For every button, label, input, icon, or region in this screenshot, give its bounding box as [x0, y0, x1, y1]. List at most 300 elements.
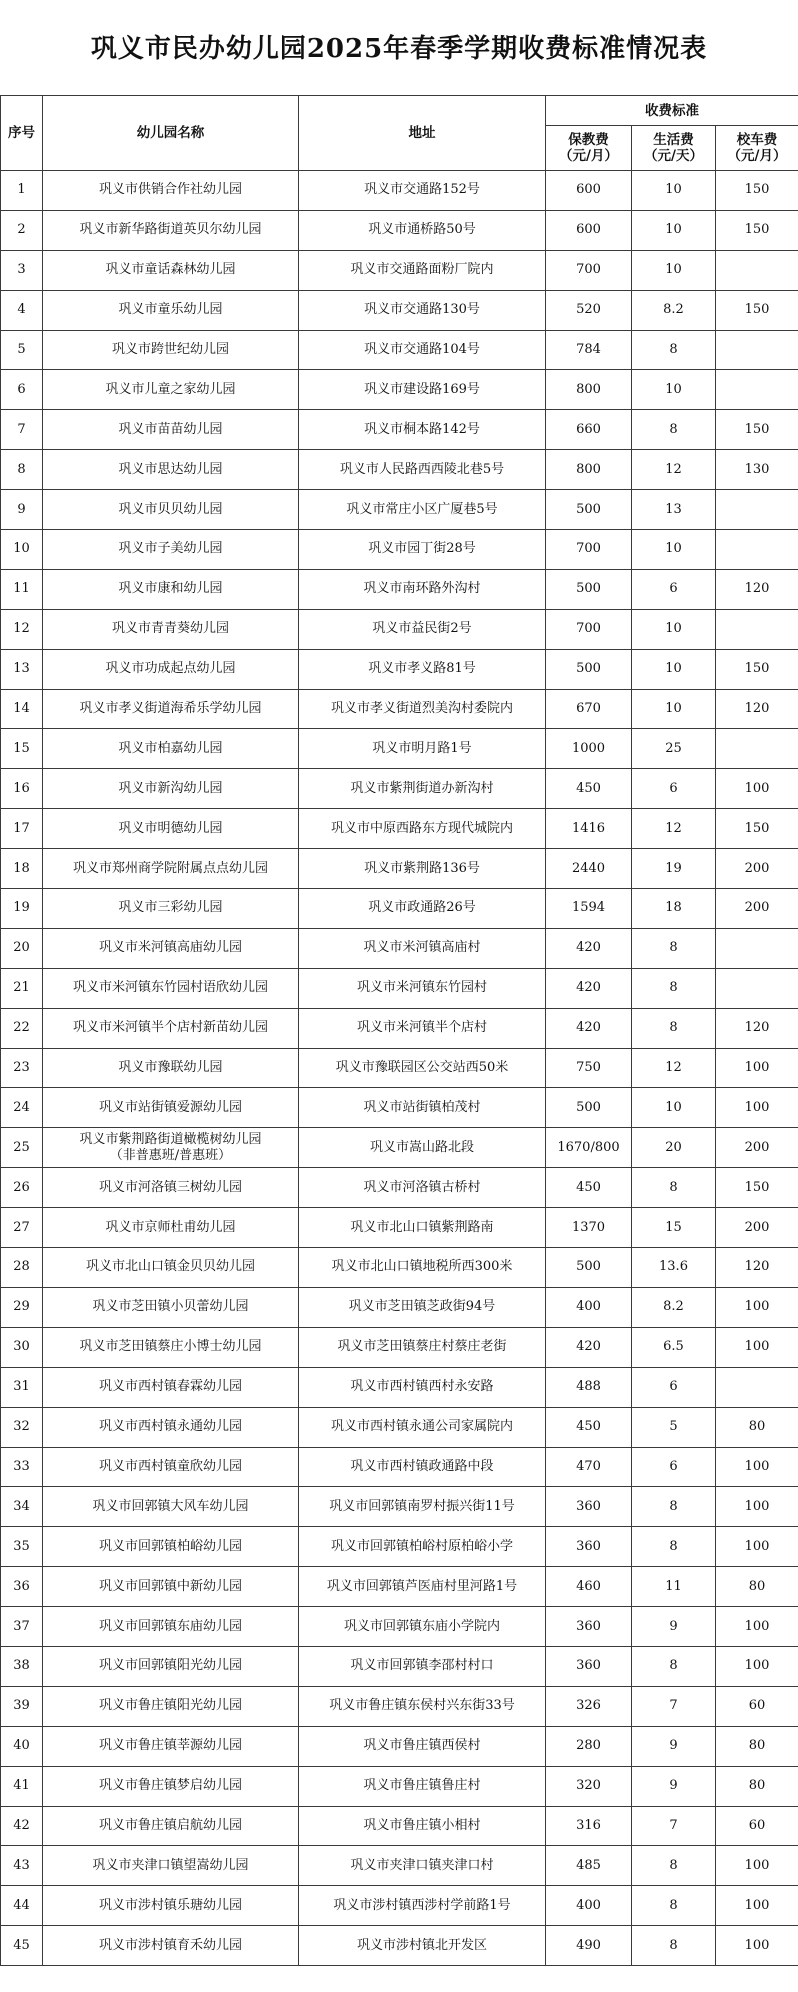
cell-no: 35	[1, 1527, 43, 1567]
cell-bus-fee: 100	[716, 1926, 798, 1966]
cell-tuition-fee: 500	[546, 649, 632, 689]
cell-address: 巩义市米河镇半个店村	[299, 1008, 546, 1048]
cell-bus-fee	[716, 370, 798, 410]
cell-no: 32	[1, 1407, 43, 1447]
table-row	[1, 928, 798, 968]
cell-bus-fee	[716, 330, 798, 370]
cell-address: 巩义市益民街2号	[299, 609, 546, 649]
cell-bus-fee: 100	[716, 1886, 798, 1926]
cell-tuition-fee: 2440	[546, 849, 632, 889]
cell-bus-fee	[716, 928, 798, 968]
table-row	[1, 649, 798, 689]
cell-living-fee: 20	[632, 1128, 716, 1168]
cell-living-fee: 5	[632, 1407, 716, 1447]
cell-name: 巩义市芝田镇蔡庄小博士幼儿园	[43, 1327, 299, 1367]
cell-address: 巩义市政通路26号	[299, 889, 546, 929]
cell-name: 巩义市童乐幼儿园	[43, 290, 299, 330]
header-living-unit: （元/天）	[644, 148, 703, 164]
cell-no: 42	[1, 1806, 43, 1846]
cell-name: 巩义市涉村镇乐瑭幼儿园	[43, 1886, 299, 1926]
table-row	[1, 1447, 798, 1487]
cell-name: 巩义市贝贝幼儿园	[43, 490, 299, 530]
cell-tuition-fee: 600	[546, 171, 632, 211]
cell-tuition-fee: 520	[546, 290, 632, 330]
cell-name: 巩义市柏嘉幼儿园	[43, 729, 299, 769]
cell-name: 巩义市明德幼儿园	[43, 809, 299, 849]
cell-tuition-fee: 485	[546, 1846, 632, 1886]
cell-tuition-fee: 670	[546, 689, 632, 729]
cell-no: 2	[1, 210, 43, 250]
cell-address: 巩义市园丁街28号	[299, 530, 546, 570]
cell-name: 巩义市芝田镇小贝蕾幼儿园	[43, 1287, 299, 1327]
cell-address: 巩义市北山口镇紫荆路南	[299, 1208, 546, 1248]
table-row	[1, 1646, 798, 1686]
cell-tuition-fee: 360	[546, 1527, 632, 1567]
table-row	[1, 609, 798, 649]
cell-bus-fee: 100	[716, 1846, 798, 1886]
cell-name: 巩义市供销合作社幼儿园	[43, 171, 299, 211]
cell-living-fee: 6.5	[632, 1327, 716, 1367]
cell-name: 巩义市郑州商学院附属点点幼儿园	[43, 849, 299, 889]
cell-no: 22	[1, 1008, 43, 1048]
cell-tuition-fee: 470	[546, 1447, 632, 1487]
cell-no: 7	[1, 410, 43, 450]
cell-bus-fee: 100	[716, 1646, 798, 1686]
cell-living-fee: 8	[632, 1926, 716, 1966]
cell-tuition-fee: 500	[546, 1248, 632, 1288]
cell-living-fee: 9	[632, 1726, 716, 1766]
cell-bus-fee: 100	[716, 1487, 798, 1527]
cell-living-fee: 10	[632, 689, 716, 729]
cell-bus-fee: 150	[716, 210, 798, 250]
cell-address: 巩义市豫联园区公交站西50米	[299, 1048, 546, 1088]
cell-tuition-fee: 420	[546, 1327, 632, 1367]
cell-tuition-fee: 360	[546, 1646, 632, 1686]
cell-tuition-fee: 326	[546, 1686, 632, 1726]
cell-bus-fee	[716, 1367, 798, 1407]
cell-tuition-fee: 660	[546, 410, 632, 450]
cell-no: 20	[1, 928, 43, 968]
cell-no: 16	[1, 769, 43, 809]
table-row	[1, 1806, 798, 1846]
cell-no: 38	[1, 1646, 43, 1686]
cell-address: 巩义市常庄小区广厦巷5号	[299, 490, 546, 530]
cell-name: 巩义市新华路街道英贝尔幼儿园	[43, 210, 299, 250]
cell-bus-fee	[716, 490, 798, 530]
cell-no: 33	[1, 1447, 43, 1487]
cell-name: 巩义市京师杜甫幼儿园	[43, 1208, 299, 1248]
cell-no: 23	[1, 1048, 43, 1088]
cell-living-fee: 13	[632, 490, 716, 530]
cell-bus-fee: 100	[716, 1527, 798, 1567]
cell-tuition-fee: 460	[546, 1567, 632, 1607]
table-row	[1, 1327, 798, 1367]
cell-bus-fee: 100	[716, 1287, 798, 1327]
cell-no: 37	[1, 1607, 43, 1647]
cell-living-fee: 8	[632, 1487, 716, 1527]
cell-name: 巩义市回郭镇柏峪幼儿园	[43, 1527, 299, 1567]
table-row	[1, 330, 798, 370]
cell-no: 31	[1, 1367, 43, 1407]
cell-living-fee: 8	[632, 1008, 716, 1048]
table-row	[1, 1487, 798, 1527]
table-row	[1, 490, 798, 530]
header-no: 序号	[1, 96, 43, 171]
cell-tuition-fee: 488	[546, 1367, 632, 1407]
cell-no: 18	[1, 849, 43, 889]
cell-bus-fee: 100	[716, 1048, 798, 1088]
cell-bus-fee	[716, 609, 798, 649]
cell-name: 巩义市米河镇高庙幼儿园	[43, 928, 299, 968]
cell-address: 巩义市桐本路142号	[299, 410, 546, 450]
table-row	[1, 689, 798, 729]
cell-name: 巩义市鲁庄镇阳光幼儿园	[43, 1686, 299, 1726]
table-row	[1, 1248, 798, 1288]
cell-address: 巩义市嵩山路北段	[299, 1128, 546, 1168]
cell-tuition-fee: 1000	[546, 729, 632, 769]
cell-no: 12	[1, 609, 43, 649]
cell-name: 巩义市苗苗幼儿园	[43, 410, 299, 450]
cell-address: 巩义市芝田镇芝政街94号	[299, 1287, 546, 1327]
cell-no: 40	[1, 1726, 43, 1766]
cell-no: 25	[1, 1128, 43, 1168]
cell-bus-fee: 150	[716, 171, 798, 211]
cell-bus-fee: 100	[716, 1088, 798, 1128]
cell-living-fee: 8	[632, 410, 716, 450]
cell-no: 19	[1, 889, 43, 929]
cell-living-fee: 12	[632, 809, 716, 849]
cell-name: 巩义市河洛镇三树幼儿园	[43, 1168, 299, 1208]
cell-address: 巩义市交通路104号	[299, 330, 546, 370]
table-row	[1, 1567, 798, 1607]
cell-address: 巩义市西村镇政通路中段	[299, 1447, 546, 1487]
cell-tuition-fee: 700	[546, 250, 632, 290]
cell-bus-fee: 80	[716, 1567, 798, 1607]
cell-living-fee: 19	[632, 849, 716, 889]
cell-address: 巩义市涉村镇北开发区	[299, 1926, 546, 1966]
cell-living-fee: 15	[632, 1208, 716, 1248]
cell-no: 14	[1, 689, 43, 729]
header-fee-group: 收费标准	[546, 96, 798, 126]
cell-no: 21	[1, 968, 43, 1008]
cell-name: 巩义市鲁庄镇梦启幼儿园	[43, 1766, 299, 1806]
cell-name: 巩义市米河镇东竹园村语欣幼儿园	[43, 968, 299, 1008]
cell-bus-fee: 120	[716, 569, 798, 609]
cell-no: 17	[1, 809, 43, 849]
cell-no: 6	[1, 370, 43, 410]
cell-living-fee: 8	[632, 968, 716, 1008]
cell-no: 8	[1, 450, 43, 490]
cell-name: 巩义市功成起点幼儿园	[43, 649, 299, 689]
cell-living-fee: 9	[632, 1607, 716, 1647]
header-address: 地址	[299, 96, 546, 171]
cell-living-fee: 10	[632, 171, 716, 211]
cell-bus-fee: 60	[716, 1686, 798, 1726]
cell-name: 巩义市西村镇永通幼儿园	[43, 1407, 299, 1447]
cell-bus-fee: 100	[716, 769, 798, 809]
cell-address: 巩义市鲁庄镇鲁庄村	[299, 1766, 546, 1806]
cell-living-fee: 6	[632, 569, 716, 609]
table-row	[1, 849, 798, 889]
cell-no: 9	[1, 490, 43, 530]
cell-name: 巩义市鲁庄镇启航幼儿园	[43, 1806, 299, 1846]
cell-name: 巩义市西村镇春霖幼儿园	[43, 1367, 299, 1407]
table-row	[1, 1407, 798, 1447]
cell-address: 巩义市交通路152号	[299, 171, 546, 211]
cell-bus-fee: 100	[716, 1327, 798, 1367]
table-row	[1, 530, 798, 570]
cell-living-fee: 10	[632, 210, 716, 250]
table-row	[1, 1766, 798, 1806]
cell-living-fee: 18	[632, 889, 716, 929]
cell-no: 28	[1, 1248, 43, 1288]
table-row	[1, 1846, 798, 1886]
cell-address: 巩义市回郭镇李邵村村口	[299, 1646, 546, 1686]
table-row	[1, 968, 798, 1008]
cell-name: 巩义市思达幼儿园	[43, 450, 299, 490]
cell-name: 巩义市鲁庄镇莘源幼儿园	[43, 1726, 299, 1766]
table-row	[1, 370, 798, 410]
cell-bus-fee: 130	[716, 450, 798, 490]
cell-living-fee: 8	[632, 1886, 716, 1926]
cell-living-fee: 12	[632, 1048, 716, 1088]
header-bus-fee	[716, 126, 798, 171]
cell-living-fee: 8	[632, 1846, 716, 1886]
table-row	[1, 1048, 798, 1088]
cell-bus-fee: 150	[716, 410, 798, 450]
cell-no: 13	[1, 649, 43, 689]
header-name: 幼儿园名称	[43, 96, 299, 171]
cell-no: 34	[1, 1487, 43, 1527]
cell-name: 巩义市夹津口镇望嵩幼儿园	[43, 1846, 299, 1886]
cell-living-fee: 7	[632, 1686, 716, 1726]
cell-living-fee: 8.2	[632, 1287, 716, 1327]
cell-bus-fee: 80	[716, 1407, 798, 1447]
cell-tuition-fee: 320	[546, 1766, 632, 1806]
cell-name: 巩义市涉村镇育禾幼儿园	[43, 1926, 299, 1966]
cell-name: 巩义市康和幼儿园	[43, 569, 299, 609]
fee-table	[0, 95, 798, 1966]
table-row	[1, 1008, 798, 1048]
cell-bus-fee: 120	[716, 689, 798, 729]
cell-name: 巩义市回郭镇东庙幼儿园	[43, 1607, 299, 1647]
cell-address: 巩义市鲁庄镇西侯村	[299, 1726, 546, 1766]
table-row	[1, 1926, 798, 1966]
cell-living-fee: 12	[632, 450, 716, 490]
table-row	[1, 1367, 798, 1407]
cell-name: 巩义市三彩幼儿园	[43, 889, 299, 929]
header-bus-label: 校车费	[736, 132, 778, 148]
cell-no: 1	[1, 171, 43, 211]
cell-tuition-fee: 400	[546, 1886, 632, 1926]
cell-living-fee: 8	[632, 1527, 716, 1567]
header-tuition-unit: （元/月）	[559, 148, 618, 164]
header-living-label: 生活费	[653, 132, 694, 148]
cell-address: 巩义市回郭镇南罗村振兴街11号	[299, 1487, 546, 1527]
cell-living-fee: 7	[632, 1806, 716, 1846]
cell-no: 41	[1, 1766, 43, 1806]
cell-living-fee: 8	[632, 330, 716, 370]
table-row	[1, 809, 798, 849]
cell-address: 巩义市回郭镇东庙小学院内	[299, 1607, 546, 1647]
cell-living-fee: 6	[632, 1447, 716, 1487]
cell-tuition-fee: 420	[546, 928, 632, 968]
table-row	[1, 1686, 798, 1726]
cell-bus-fee: 100	[716, 1607, 798, 1647]
cell-bus-fee	[716, 968, 798, 1008]
cell-name-line: 巩义市紫荆路街道橄榄树幼儿园	[79, 1131, 262, 1147]
cell-name: 巩义市孝义街道海希乐学幼儿园	[43, 689, 299, 729]
cell-name	[43, 1128, 299, 1168]
cell-name: 巩义市青青葵幼儿园	[43, 609, 299, 649]
cell-address: 巩义市通桥路50号	[299, 210, 546, 250]
cell-tuition-fee: 450	[546, 769, 632, 809]
page-title: 巩义市民办幼儿园2025年春季学期收费标准情况表	[90, 34, 708, 64]
table-row	[1, 1287, 798, 1327]
cell-no: 11	[1, 569, 43, 609]
cell-living-fee: 10	[632, 609, 716, 649]
cell-tuition-fee: 280	[546, 1726, 632, 1766]
table-row	[1, 290, 798, 330]
cell-tuition-fee: 1416	[546, 809, 632, 849]
cell-address: 巩义市米河镇东竹园村	[299, 968, 546, 1008]
cell-living-fee: 9	[632, 1766, 716, 1806]
header-tuition-label: 保教费	[568, 132, 609, 148]
cell-address: 巩义市西村镇西村永安路	[299, 1367, 546, 1407]
cell-tuition-fee: 600	[546, 210, 632, 250]
cell-no: 3	[1, 250, 43, 290]
cell-tuition-fee: 1594	[546, 889, 632, 929]
cell-bus-fee: 80	[716, 1766, 798, 1806]
cell-tuition-fee: 500	[546, 1088, 632, 1128]
cell-address: 巩义市紫荆街道办新沟村	[299, 769, 546, 809]
cell-tuition-fee: 784	[546, 330, 632, 370]
cell-name: 巩义市儿童之家幼儿园	[43, 370, 299, 410]
cell-no: 24	[1, 1088, 43, 1128]
cell-bus-fee	[716, 729, 798, 769]
header-tuition-fee	[546, 126, 632, 171]
cell-living-fee: 8	[632, 1646, 716, 1686]
cell-no: 15	[1, 729, 43, 769]
cell-name: 巩义市西村镇童欣幼儿园	[43, 1447, 299, 1487]
cell-tuition-fee: 420	[546, 968, 632, 1008]
cell-name: 巩义市回郭镇中新幼儿园	[43, 1567, 299, 1607]
cell-bus-fee: 150	[716, 1168, 798, 1208]
cell-living-fee: 11	[632, 1567, 716, 1607]
cell-no: 45	[1, 1926, 43, 1966]
cell-no: 30	[1, 1327, 43, 1367]
cell-address: 巩义市人民路西西陵北巷5号	[299, 450, 546, 490]
table-row	[1, 250, 798, 290]
cell-bus-fee: 150	[716, 809, 798, 849]
cell-no: 5	[1, 330, 43, 370]
cell-address: 巩义市鲁庄镇东侯村兴东街33号	[299, 1686, 546, 1726]
cell-name: 巩义市新沟幼儿园	[43, 769, 299, 809]
cell-no: 4	[1, 290, 43, 330]
table-row	[1, 769, 798, 809]
cell-no: 44	[1, 1886, 43, 1926]
cell-bus-fee: 150	[716, 290, 798, 330]
cell-address: 巩义市河洛镇古桥村	[299, 1168, 546, 1208]
cell-address: 巩义市回郭镇芦医庙村里河路1号	[299, 1567, 546, 1607]
table-row	[1, 1208, 798, 1248]
cell-address: 巩义市涉村镇西涉村学前路1号	[299, 1886, 546, 1926]
cell-no: 29	[1, 1287, 43, 1327]
cell-name: 巩义市童话森林幼儿园	[43, 250, 299, 290]
cell-name: 巩义市豫联幼儿园	[43, 1048, 299, 1088]
table-row	[1, 1128, 798, 1168]
table-row	[1, 1527, 798, 1567]
cell-tuition-fee: 800	[546, 370, 632, 410]
cell-tuition-fee: 800	[546, 450, 632, 490]
cell-no: 10	[1, 530, 43, 570]
table-row	[1, 210, 798, 250]
cell-tuition-fee: 700	[546, 609, 632, 649]
cell-name: 巩义市回郭镇阳光幼儿园	[43, 1646, 299, 1686]
cell-living-fee: 25	[632, 729, 716, 769]
cell-living-fee: 8.2	[632, 290, 716, 330]
cell-bus-fee: 80	[716, 1726, 798, 1766]
cell-name: 巩义市跨世纪幼儿园	[43, 330, 299, 370]
cell-living-fee: 10	[632, 1088, 716, 1128]
cell-address: 巩义市北山口镇地税所西300米	[299, 1248, 546, 1288]
cell-no: 27	[1, 1208, 43, 1248]
cell-address: 巩义市鲁庄镇小相村	[299, 1806, 546, 1846]
cell-tuition-fee: 490	[546, 1926, 632, 1966]
cell-living-fee: 13.6	[632, 1248, 716, 1288]
cell-tuition-fee: 450	[546, 1407, 632, 1447]
cell-address: 巩义市孝义路81号	[299, 649, 546, 689]
cell-no: 26	[1, 1168, 43, 1208]
table-row	[1, 1607, 798, 1647]
cell-living-fee: 10	[632, 250, 716, 290]
cell-tuition-fee: 450	[546, 1168, 632, 1208]
cell-tuition-fee: 360	[546, 1487, 632, 1527]
cell-living-fee: 6	[632, 769, 716, 809]
cell-address: 巩义市南环路外沟村	[299, 569, 546, 609]
cell-tuition-fee: 1370	[546, 1208, 632, 1248]
cell-address: 巩义市芝田镇蔡庄村蔡庄老街	[299, 1327, 546, 1367]
cell-living-fee: 8	[632, 928, 716, 968]
cell-tuition-fee: 1670/800	[546, 1128, 632, 1168]
table-row	[1, 1168, 798, 1208]
cell-address: 巩义市明月路1号	[299, 729, 546, 769]
cell-address: 巩义市孝义街道烈美沟村委院内	[299, 689, 546, 729]
cell-living-fee: 6	[632, 1367, 716, 1407]
cell-no: 43	[1, 1846, 43, 1886]
cell-no: 36	[1, 1567, 43, 1607]
cell-bus-fee: 200	[716, 849, 798, 889]
cell-tuition-fee: 400	[546, 1287, 632, 1327]
cell-name: 巩义市回郭镇大风车幼儿园	[43, 1487, 299, 1527]
cell-address: 巩义市站街镇柏茂村	[299, 1088, 546, 1128]
cell-tuition-fee: 500	[546, 490, 632, 530]
table-row	[1, 1886, 798, 1926]
cell-name: 巩义市米河镇半个店村新苗幼儿园	[43, 1008, 299, 1048]
cell-name-note: （非普惠班/普惠班）	[109, 1147, 232, 1163]
cell-tuition-fee: 420	[546, 1008, 632, 1048]
cell-tuition-fee: 750	[546, 1048, 632, 1088]
cell-address: 巩义市建设路169号	[299, 370, 546, 410]
cell-tuition-fee: 360	[546, 1607, 632, 1647]
cell-address: 巩义市交通路面粉厂院内	[299, 250, 546, 290]
table-row	[1, 450, 798, 490]
cell-bus-fee: 200	[716, 1128, 798, 1168]
cell-bus-fee: 200	[716, 1208, 798, 1248]
table-row	[1, 1088, 798, 1128]
cell-no: 39	[1, 1686, 43, 1726]
cell-address: 巩义市西村镇永通公司家属院内	[299, 1407, 546, 1447]
